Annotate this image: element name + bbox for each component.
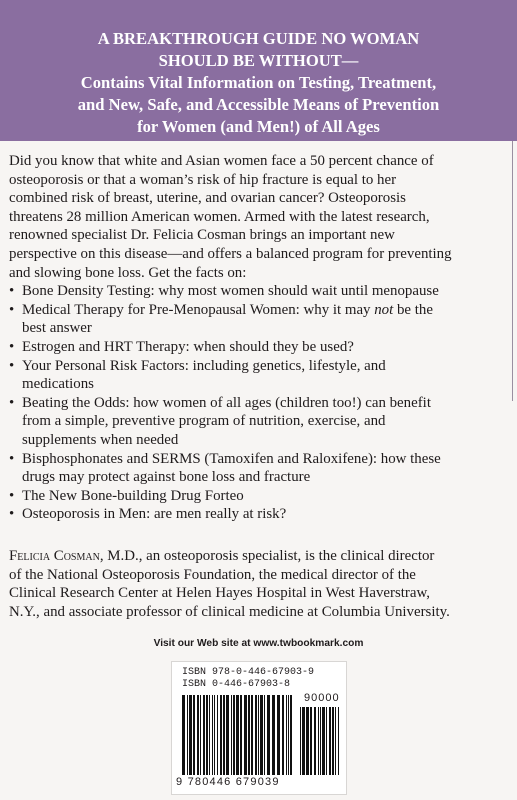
- barcode-bar: [203, 695, 205, 775]
- header-tagline: [0, 28, 517, 138]
- fact-text: Osteoporosis in Men: are men really at risk?: [22, 506, 287, 523]
- barcode-bar: [231, 695, 232, 775]
- barcode-bar: [200, 695, 201, 775]
- addon-barcode-bars: [300, 707, 342, 775]
- bullet: •: [9, 487, 15, 504]
- back-cover-blurb: [9, 152, 509, 524]
- isbn-barcode: [172, 662, 346, 794]
- barcode-bar: [260, 695, 263, 775]
- barcode-bar: [226, 695, 229, 775]
- intro-line: perspective on this disease—and offers a balanced program for preventing: [9, 245, 452, 262]
- barcode-bar: [212, 695, 213, 775]
- author-bio: [9, 547, 509, 621]
- author-bio-line: of the National Osteoporosis Foundation, the medical director of the: [9, 566, 416, 583]
- barcode-bar: [264, 695, 265, 775]
- barcode-bar: [332, 707, 334, 775]
- intro-line: and slowing bone loss. Get the facts on:: [9, 264, 247, 281]
- barcode-bar: [338, 707, 339, 775]
- barcode-bar: [244, 695, 247, 775]
- intro-line: threatens 28 million American women. Armed with the latest research,: [9, 208, 430, 225]
- facts-list: [9, 282, 509, 524]
- ean-barcode-bars: [182, 695, 296, 775]
- barcode-bar: [272, 695, 275, 775]
- author-bio-line: Clinical Research Center at Helen Hayes Hospital in West Haverstraw,: [9, 585, 430, 602]
- fact-text: from a simple, preventive program of nutrition, exercise, and: [22, 413, 386, 430]
- barcode-bar: [233, 695, 235, 775]
- barcode-bar: [300, 707, 301, 775]
- bullet: •: [9, 506, 15, 523]
- barcode-bar: [310, 707, 312, 775]
- barcode-bar: [290, 695, 292, 775]
- bullet: •: [9, 450, 15, 467]
- isbn13-label: ISBN 978-0-446-67903-9: [182, 667, 315, 678]
- fact-text: Bone Density Testing: why most women should wait until menopause: [22, 283, 439, 300]
- header-band: [0, 0, 517, 141]
- price-code: 90000: [304, 692, 340, 704]
- barcode-bar: [306, 707, 309, 775]
- barcode-bar: [255, 695, 257, 775]
- bullet: •: [9, 357, 15, 374]
- barcode-bar: [193, 695, 195, 775]
- barcode-bar: [326, 707, 327, 775]
- header-line: for Women (and Men!) of All Ages: [137, 117, 380, 136]
- header-line: and New, Safe, and Accessible Means of Prevention: [77, 95, 440, 114]
- fact-text: supplements when needed: [22, 431, 179, 448]
- fact-text: Estrogen and HRT Therapy: when should they be used?: [22, 338, 354, 355]
- bullet: •: [9, 338, 15, 355]
- list-item: [9, 301, 509, 338]
- fact-emphasis: not: [374, 301, 394, 318]
- barcode-bar: [288, 695, 289, 775]
- intro-line: combined risk of breast, uterine, and ovarian cancer? Osteoporosis: [9, 190, 406, 207]
- isbn10-label: ISBN 0-446-67903-8: [182, 679, 291, 690]
- intro-line: Did you know that white and Asian women face a 50 percent chance of: [9, 153, 434, 169]
- bullet: •: [9, 394, 15, 411]
- barcode-bar: [286, 695, 287, 775]
- ean-digits: 9 780446 679039: [176, 776, 280, 788]
- barcode-bar: [223, 695, 225, 775]
- barcode-bar: [302, 707, 305, 775]
- barcode-bar: [189, 695, 192, 775]
- barcode-bar: [267, 695, 270, 775]
- barcode-bar: [318, 707, 319, 775]
- fact-text: Beating the Odds: how women of all ages (children too!) can benefit: [22, 394, 431, 411]
- intro-paragraph: [9, 152, 509, 282]
- barcode-bar: [214, 695, 215, 775]
- barcode-bar: [209, 695, 210, 775]
- list-item: [9, 394, 509, 450]
- barcode-bar: [251, 695, 253, 775]
- barcode-bar: [282, 695, 284, 775]
- fact-text: The New Bone-building Drug Forteo: [22, 487, 244, 504]
- barcode-bar: [320, 707, 321, 775]
- barcode-bar: [187, 695, 188, 775]
- barcode-bar: [322, 707, 325, 775]
- author-bio-line: N.Y., and associate professor of clinical medicine at Columbia University.: [9, 603, 450, 620]
- fact-text: best answer: [22, 320, 92, 337]
- cover-edge-line: [512, 141, 513, 401]
- barcode-bar: [182, 695, 185, 775]
- barcode-bar: [248, 695, 250, 775]
- barcode-bar: [197, 695, 199, 775]
- header-line: A BREAKTHROUGH GUIDE NO WOMAN: [97, 29, 420, 48]
- list-item: [9, 487, 509, 506]
- header-line: SHOULD BE WITHOUT—: [158, 51, 359, 70]
- list-item: [9, 450, 509, 487]
- list-item: [9, 338, 509, 357]
- barcode-bar: [220, 695, 222, 775]
- header-line: Contains Vital Information on Testing, Treatment,: [80, 73, 437, 92]
- barcode-bar: [314, 707, 316, 775]
- fact-text: Medical Therapy for Pre-Menopausal Women: why it may: [22, 301, 375, 318]
- barcode-bar: [217, 695, 218, 775]
- intro-line: renowned specialist Dr. Felicia Cosman brings an important new: [9, 227, 395, 244]
- fact-text: drugs may protect against bone loss and fracture: [22, 469, 311, 486]
- barcode-bar: [240, 695, 242, 775]
- barcode-bar: [236, 695, 239, 775]
- website-line: Visit our Web site at www.twbookmark.com: [153, 638, 364, 649]
- barcode-bar: [206, 695, 208, 775]
- fact-text: Your Personal Risk Factors: including genetics, lifestyle, and: [22, 357, 386, 374]
- intro-line: osteoporosis or that a woman’s risk of hip fracture is equal to her: [9, 171, 397, 188]
- fact-text: medications: [22, 376, 94, 393]
- barcode-bar: [335, 707, 336, 775]
- author-name: Felicia Cosman: [9, 548, 100, 564]
- author-bio-line: , M.D., an osteoporosis specialist, is the clinical director: [99, 548, 435, 564]
- bullet: •: [9, 301, 15, 318]
- fact-text: be the: [393, 301, 433, 318]
- barcode-bar: [277, 695, 280, 775]
- barcode-bar: [329, 707, 331, 775]
- fact-text: Bisphosphonates and SERMS (Tamoxifen and Raloxifene): how these: [22, 450, 441, 467]
- list-item: [9, 505, 509, 524]
- bullet: •: [9, 283, 15, 300]
- list-item: [9, 357, 509, 394]
- list-item: [9, 282, 509, 301]
- barcode-bar: [258, 695, 259, 775]
